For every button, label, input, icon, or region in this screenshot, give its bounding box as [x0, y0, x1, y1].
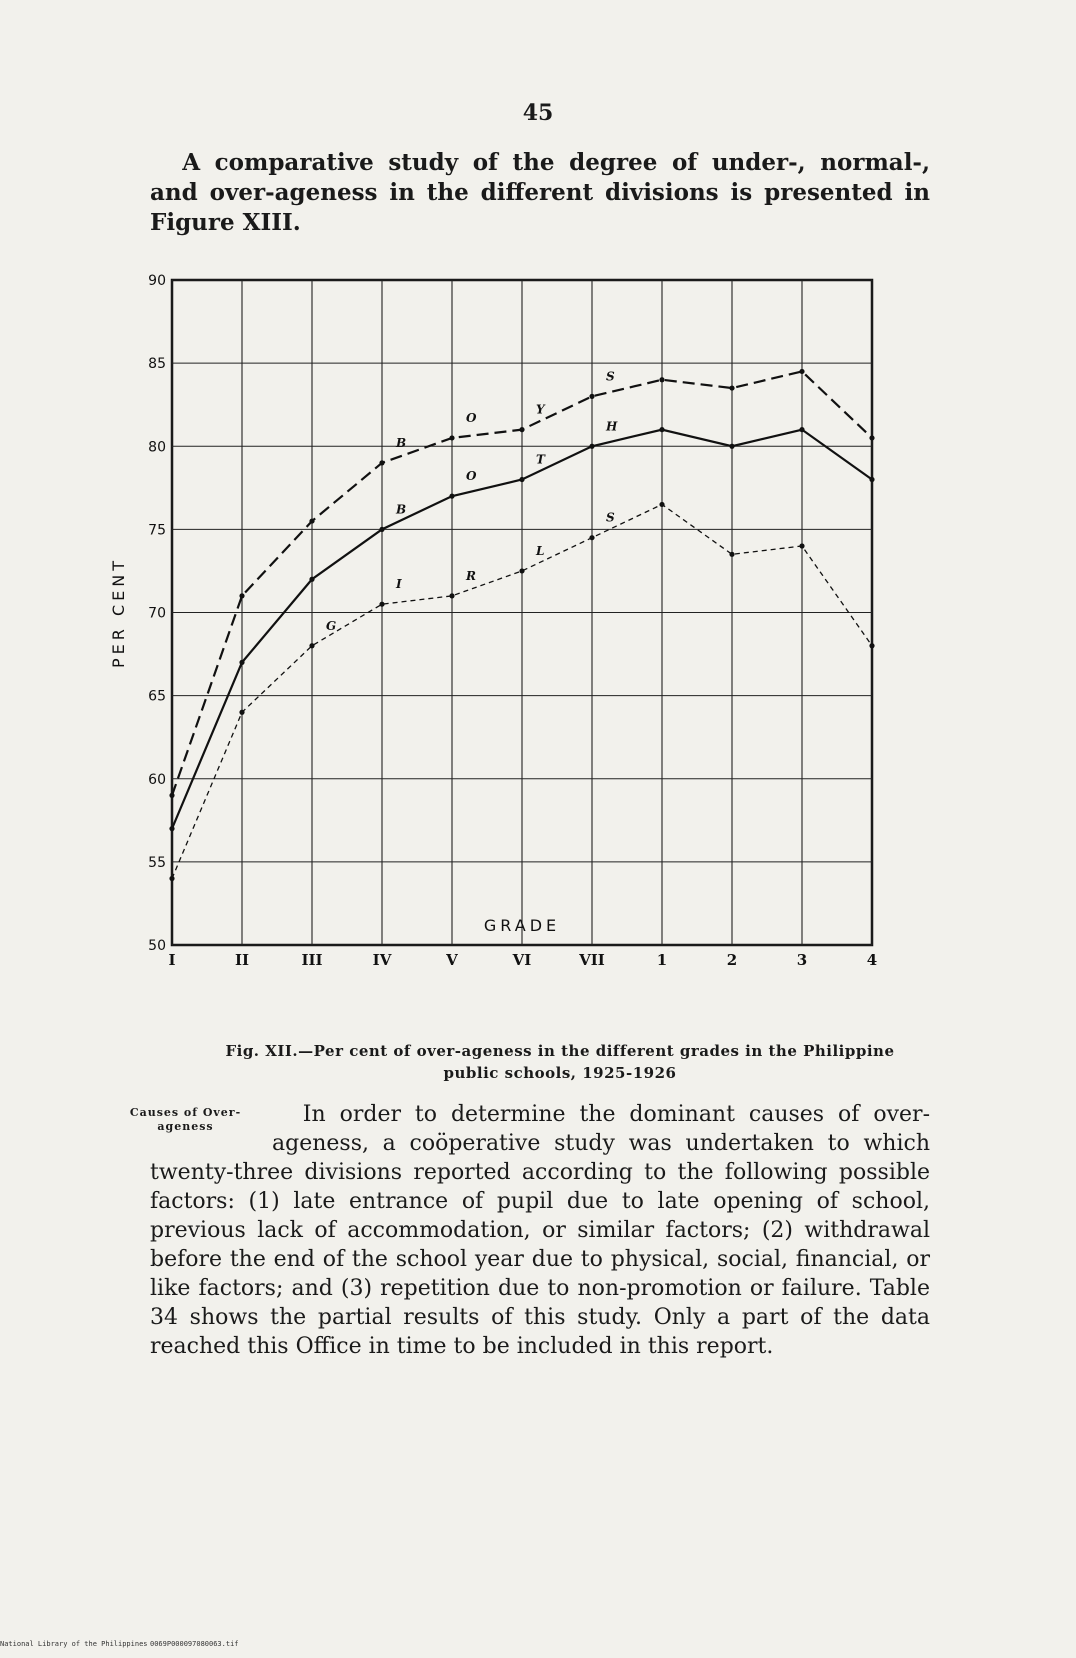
- division-label: R: [466, 568, 476, 583]
- y-tick-label: 75: [148, 522, 166, 539]
- data-point: [169, 826, 174, 831]
- data-point: [659, 377, 664, 382]
- data-point: [519, 477, 524, 482]
- data-point: [379, 527, 384, 532]
- division-label: T: [536, 452, 545, 467]
- division-label: S: [606, 510, 615, 525]
- data-point: [239, 710, 244, 715]
- data-point: [239, 660, 244, 665]
- x-tick-label: I: [168, 951, 176, 969]
- data-point: [379, 602, 384, 607]
- data-point: [449, 435, 454, 440]
- y-tick-label: 60: [148, 771, 166, 788]
- data-point: [729, 552, 734, 557]
- division-label: O: [466, 410, 477, 425]
- y-tick-labels: [148, 273, 166, 954]
- grid-lines: [172, 280, 872, 945]
- footer-file-id: 0069P000097080063.tif: [150, 1640, 239, 1648]
- data-point: [659, 427, 664, 432]
- footer-library-credit: National Library of the Philippines: [0, 1640, 148, 1648]
- data-point: [169, 793, 174, 798]
- y-axis-title: PER CENT: [109, 557, 128, 668]
- data-point: [799, 427, 804, 432]
- data-point: [869, 643, 874, 648]
- division-label: G: [326, 618, 337, 633]
- y-tick-label: 50: [148, 938, 166, 954]
- data-point: [589, 444, 594, 449]
- x-tick-label: 2: [726, 951, 738, 969]
- body-paragraph: [129, 1100, 930, 1361]
- caption-line-1: Fig. XII.—Per cent of over-ageness in the different grades in the Philippine: [225, 1042, 895, 1060]
- division-label: S: [606, 369, 615, 384]
- body-paragraph-text: In order to determine the dominant causes of over-ageness, a coöperative study was undertaken to which twenty-three divisions reported according to the following possible factors: (1) late entrance of pupil due to late opening of school, previous lack of accommodation, or similar factors; (2) withdrawal before the end of the school year due to physical, social, financial, or like factors; and (3) repetition due to non-promotion or failure. Table 34 shows the partial results of this study. Only a part of the data reached this Office in time to be included in this report.: [150, 1102, 930, 1359]
- y-tick-label: 70: [148, 605, 166, 622]
- y-tick-label: 55: [148, 854, 166, 871]
- division-labels: [326, 369, 618, 632]
- x-tick-label: III: [301, 951, 323, 969]
- data-point: [309, 643, 314, 648]
- x-tick-label: VI: [512, 951, 532, 969]
- data-point: [729, 385, 734, 390]
- division-label: I: [396, 577, 402, 592]
- intro-paragraph: A comparative study of the degree of under-, normal-, and over-ageness in the different divisions is presented in Figure XIII.: [150, 149, 930, 236]
- over-ageness-line-chart: [100, 268, 900, 988]
- x-tick-labels: [168, 951, 877, 969]
- data-point: [309, 577, 314, 582]
- data-point: [799, 369, 804, 374]
- data-point: [519, 427, 524, 432]
- data-point: [799, 543, 804, 548]
- x-tick-label: IV: [372, 951, 392, 969]
- margin-side-note: Causes of Over-ageness: [129, 1106, 242, 1133]
- data-point: [309, 518, 314, 523]
- data-point: [729, 444, 734, 449]
- data-point: [589, 535, 594, 540]
- x-tick-label: II: [234, 951, 250, 969]
- y-tick-label: 90: [148, 273, 166, 289]
- division-label: B: [396, 502, 407, 517]
- data-point: [869, 477, 874, 482]
- data-point: [239, 593, 244, 598]
- data-point: [659, 502, 664, 507]
- x-tick-label: V: [446, 951, 458, 969]
- data-point: [379, 460, 384, 465]
- data-point: [169, 876, 174, 881]
- x-tick-label: 4: [866, 951, 878, 969]
- y-tick-label: 80: [148, 439, 166, 456]
- figure-caption: [175, 1040, 945, 1084]
- division-label: L: [536, 543, 545, 558]
- caption-line-2: public schools, 1925-1926: [443, 1064, 677, 1082]
- x-tick-label: 3: [796, 951, 808, 969]
- x-tick-label: 1: [656, 951, 668, 969]
- division-label: H: [606, 419, 618, 434]
- division-label: O: [466, 469, 477, 484]
- division-label: B: [396, 435, 407, 450]
- y-tick-label: 65: [148, 688, 166, 705]
- division-label: Y: [536, 402, 545, 417]
- data-point: [519, 568, 524, 573]
- data-point: [449, 494, 454, 499]
- data-point: [869, 435, 874, 440]
- x-axis-title: GRADE: [483, 916, 561, 935]
- y-tick-label: 85: [148, 356, 166, 373]
- x-tick-label: VII: [579, 951, 605, 969]
- page-number: 45: [522, 100, 554, 126]
- data-point: [589, 394, 594, 399]
- data-point: [449, 593, 454, 598]
